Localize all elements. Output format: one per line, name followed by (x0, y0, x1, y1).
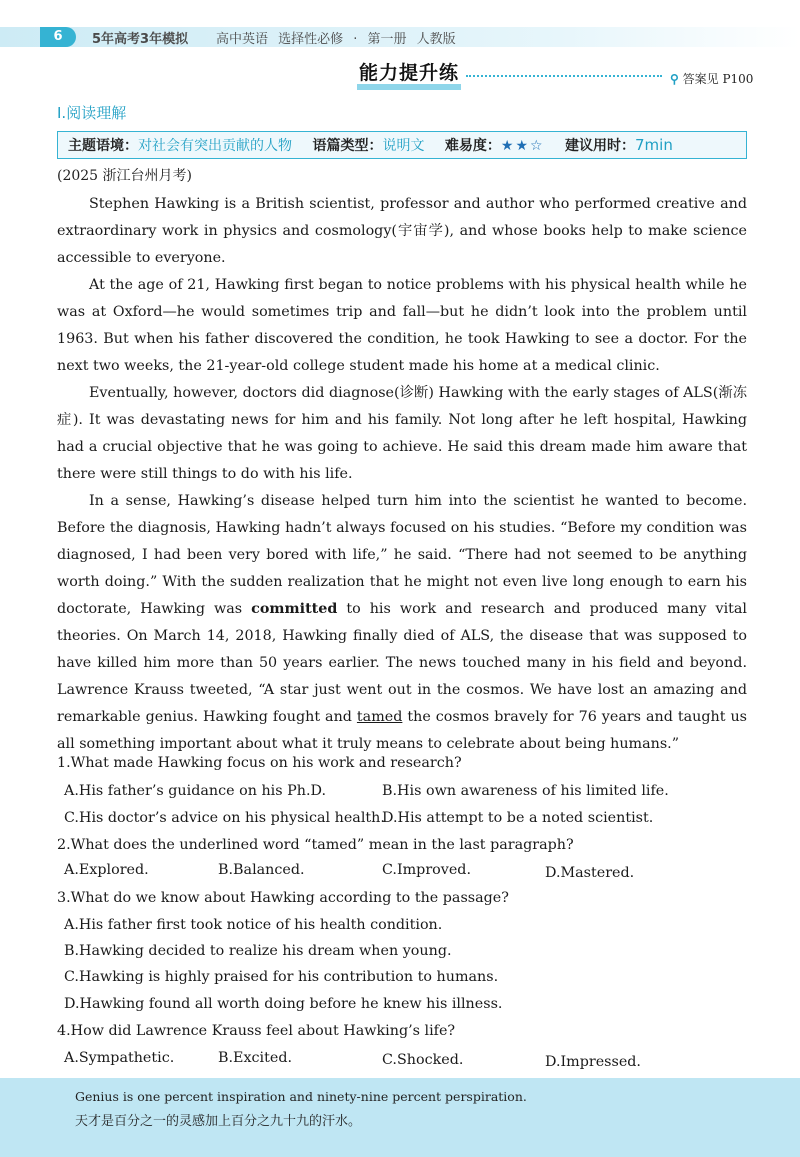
theme-value: 对社会有突出贡献的人物 (138, 138, 292, 154)
paragraph-1: Stephen Hawking is a British scientist, professor and author who performed creative and extraordinary work in physics and cosmology(宇宙学), and whose books help to make science accessible to everyone. (57, 196, 747, 266)
section-title: 能力提升练 (357, 62, 461, 90)
question-4-option-a[interactable]: A.Sympathetic. (64, 1050, 175, 1066)
footer-quote-english: Genius is one percent inspiration and ninety-nine percent perspiration. (75, 1089, 527, 1104)
question-1-option-d[interactable]: D.His attempt to be a noted scientist. (382, 810, 654, 826)
question-3-option-c[interactable]: C.Hawking is highly praised for his contribution to humans. (64, 969, 499, 985)
dotted-divider (466, 75, 662, 77)
theme-bar (57, 131, 747, 159)
magnifier-icon: ⚲ (670, 72, 679, 86)
theme-label: 主题语境： (68, 138, 138, 154)
time-value: 7min (635, 136, 673, 154)
type-label: 语篇类型： (312, 138, 383, 154)
question-3-stem: 3.What do we know about Hawking according to the passage? (57, 890, 509, 906)
paragraph-3: Eventually, however, doctors did diagnose(诊断) Hawking with the early stages of ALS(渐冻症). It was devastating news for him and his family. Not long after he left hospital, Hawking had a crucial objective that he was going to achieve. He said this dream made him aware that there were still things to do with his life. (57, 385, 747, 482)
question-3-option-b[interactable]: B.Hawking decided to realize his dream when young. (64, 943, 452, 959)
question-4-stem: 4.How did Lawrence Krauss feel about Hawking’s life? (57, 1023, 456, 1039)
question-3-option-a[interactable]: A.His father first took notice of his health condition. (64, 917, 443, 933)
bold-word-committed: committed (251, 601, 338, 617)
paragraph-4-part-b: to his work and research and produced many vital theories. On March 14, 2018, Hawking finally died of ALS, the disease that was supposed to have killed him more than 50 years earlier. The news touched many in his field and beyond. Lawrence Krauss tweeted, “A star just went out in the cosmos. We have lost an amazing and remarkable genius. Hawking fought and (57, 601, 747, 725)
question-1-stem: 1.What made Hawking focus on his work and research? (57, 755, 462, 771)
type-value: 说明文 (382, 138, 425, 154)
question-4-option-b[interactable]: B.Excited. (218, 1050, 293, 1066)
underlined-word-tamed: tamed (356, 709, 403, 725)
paragraph-2: At the age of 21, Hawking first began to notice problems with his physical health while he was at Oxford—he would sometimes trip and fall—but he didn’t look into the problem until 1963. But when his father discovered the condition, he took Hawking to see a doctor. For the next two weeks, the 21-year-old college student made his home at a medical clinic. (57, 277, 747, 374)
book-title: 5年高考3年模拟 (92, 32, 189, 47)
question-1-option-c[interactable]: C.His doctor’s advice on his physical health. (64, 810, 385, 826)
question-1-option-b[interactable]: B.His own awareness of his limited life. (382, 783, 669, 799)
question-2-option-b[interactable]: B.Balanced. (218, 862, 305, 878)
paragraph-4 (57, 488, 747, 758)
difficulty-label: 难易度： (444, 138, 501, 154)
question-2-option-d[interactable]: D.Mastered. (545, 865, 635, 881)
source-note: (2025 浙江台州月考) (57, 168, 193, 184)
answer-reference (670, 70, 753, 87)
question-2-option-a[interactable]: A.Explored. (64, 862, 149, 878)
question-1-option-a[interactable]: A.His father’s guidance on his Ph.D. (64, 783, 327, 799)
question-4-option-c[interactable]: C.Shocked. (382, 1052, 464, 1068)
passage (57, 191, 747, 758)
paragraph-4-part-a: In a sense, Hawking’s disease helped turn him into the scientist he wanted to become. Before the diagnosis, Hawking hadn’t always focused on his studies. “Before my condition was diagnosed, I had been very bored with life,” he said. “There had not seemed to be anything worth doing.” With the sudden realization that he might not even live long enough to earn his doctorate, Hawking was (57, 493, 747, 617)
question-4-option-d[interactable]: D.Impressed. (545, 1054, 641, 1070)
difficulty-stars: ★★☆ (500, 138, 545, 154)
time-label: 建议用时： (565, 138, 636, 154)
footer-quote-chinese: 天才是百分之一的灵感加上百分之九十九的汗水。 (75, 1114, 362, 1129)
question-3-option-d[interactable]: D.Hawking found all worth doing before he knew his illness. (64, 996, 503, 1012)
question-2-option-c[interactable]: C.Improved. (382, 862, 472, 878)
part-heading: Ⅰ.阅读理解 (57, 104, 127, 122)
paragraph-4-part-c: the cosmos bravely for 76 years and taught us all something important about what it truly means to celebrate about being humans.” (57, 709, 747, 752)
answer-reference-text: 答案见 P100 (682, 72, 754, 86)
book-subtitle: 高中英语 选择性必修 · 第一册 人教版 (216, 32, 456, 47)
page-number: 6 (40, 27, 76, 47)
question-2-stem: 2.What does the underlined word “tamed” mean in the last paragraph? (57, 837, 574, 853)
